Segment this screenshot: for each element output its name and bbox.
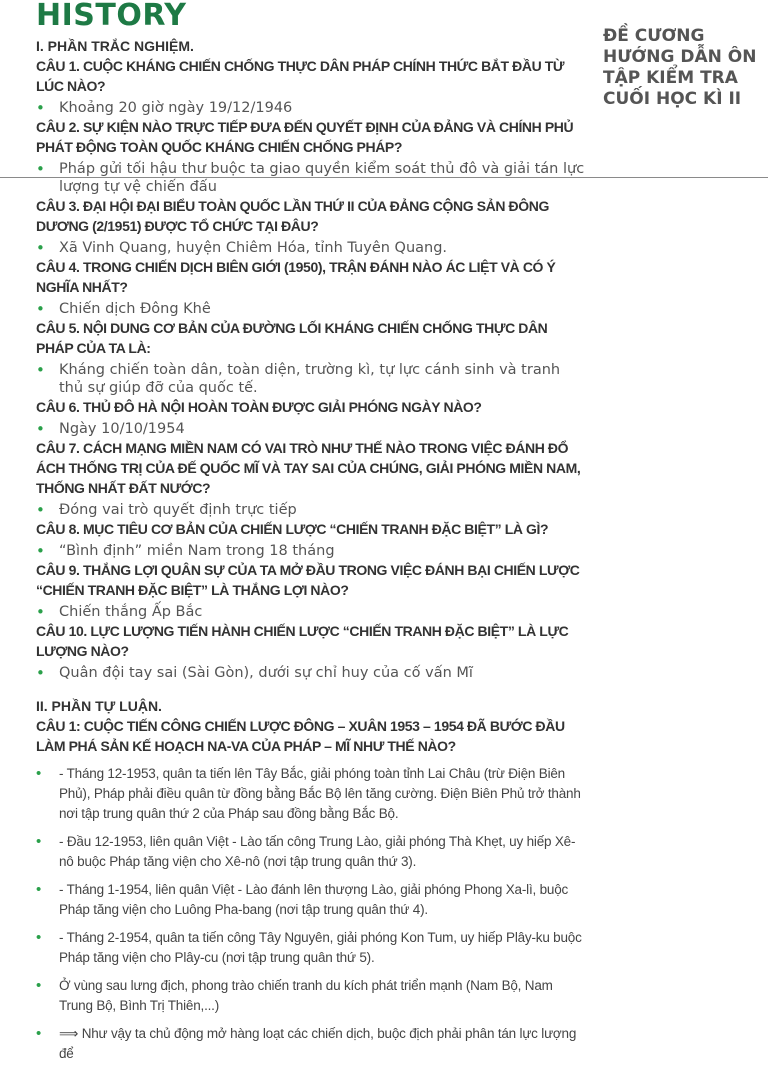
bullet-icon: • <box>36 361 45 379</box>
answer-text: Đóng vai trò quyết định trực tiếp <box>59 502 297 518</box>
question-text: CÂU 3. ĐẠI HỘI ĐẠI BIỂU TOÀN QUỐC LẦN THỨ II CỦA ĐẢNG CỘNG SẢN ĐÔNG DƯƠNG (2/1951) ĐƯỢC TỔ CHỨC TẠI ĐÂU? <box>36 198 549 234</box>
essay-point <box>36 1024 586 1064</box>
answer-item <box>36 664 586 682</box>
answer-text: “Bình định” miền Nam trong 18 tháng <box>59 543 335 559</box>
question-text: CÂU 2. SỰ KIỆN NÀO TRỰC TIẾP ĐƯA ĐẾN QUYẾT ĐỊNH CỦA ĐẢNG VÀ CHÍNH PHỦ PHÁT ĐỘNG TOÀN QUỐC KHÁNG CHIẾN CHỐNG PHÁP? <box>36 119 574 155</box>
answer-item <box>36 239 586 257</box>
bullet-icon: • <box>36 1025 42 1042</box>
essay-answer-list <box>36 764 586 1064</box>
essay-point-text: ⟹ Như vậy ta chủ động mở hàng loạt các chiến dịch, buộc địch phải phân tán lực lượng để <box>59 1026 577 1061</box>
essay-point <box>36 764 586 824</box>
bullet-icon: • <box>36 239 45 257</box>
essay-point-text: - Đầu 12-1953, liên quân Việt - Lào tấn công Trung Lào, giải phóng Thà Khẹt, uy hiếp Xê-nô buộc Pháp tăng viện cho Xê-nô (nơi tập trung quân thứ 3). <box>59 834 576 869</box>
essay-point <box>36 880 586 920</box>
question-text: CÂU 7. CÁCH MẠNG MIỀN NAM CÓ VAI TRÒ NHƯ THẾ NÀO TRONG VIỆC ĐÁNH ĐỔ ÁCH THỐNG TRỊ CỦA ĐẾ QUỐC MĨ VÀ TAY SAI CỦA CHÚNG, GIẢI PHÓNG MIỀN NAM, THỐNG NHẤT ĐẤT NƯỚC? <box>36 440 581 496</box>
essay-point-text: - Tháng 12-1953, quân ta tiến lên Tây Bắc, giải phóng toàn tỉnh Lai Châu (trừ Điện Biên Phủ), Pháp phải điều quân từ đồng bằng Bắc Bộ lên tăng cường. Điện Biên Phủ trở thành nơi tập trung quân thứ 2 của Pháp sau đồng bằng Bắc Bộ. <box>59 766 581 821</box>
essay-point <box>36 832 586 872</box>
answer-item <box>36 160 586 196</box>
answer-item <box>36 420 586 438</box>
question-text: CÂU 8. MỤC TIÊU CƠ BẢN CỦA CHIẾN LƯỢC “CHIẾN TRANH ĐẶC BIỆT” LÀ GÌ? <box>36 521 549 537</box>
answer-text: Pháp gửi tối hậu thư buộc ta giao quyền kiểm soát thủ đô và giải tán lực lượng tự vệ chiến đấu <box>59 161 585 195</box>
answer-item <box>36 300 586 318</box>
question-text: CÂU 5. NỘI DUNG CƠ BẢN CỦA ĐƯỜNG LỐI KHÁNG CHIẾN CHỐNG THỰC DÂN PHÁP CỦA TA LÀ: <box>36 320 548 356</box>
essay-point <box>36 928 586 968</box>
bullet-icon: • <box>36 765 42 782</box>
essay-point-text: Ở vùng sau lưng địch, phong trào chiến tranh du kích phát triển mạnh (Nam Bộ, Nam Trung Bộ, Bình Trị Thiên,...) <box>59 978 553 1013</box>
answer-text: Quân đội tay sai (Sài Gòn), dưới sự chỉ huy của cố vấn Mĩ <box>59 665 473 681</box>
question-list <box>36 56 586 682</box>
question-text: CÂU 6. THỦ ĐÔ HÀ NỘI HOÀN TOÀN ĐƯỢC GIẢI PHÓNG NGÀY NÀO? <box>36 399 482 415</box>
essay-point-text: - Tháng 2-1954, quân ta tiến công Tây Nguyên, giải phóng Kon Tum, uy hiếp Plây-ku buộc Pháp tăng viện cho Plây-cu (nơi tập trung quân thứ 5). <box>59 930 582 965</box>
answer-item <box>36 603 586 621</box>
bullet-icon: • <box>36 300 45 318</box>
question-text: CÂU 4. TRONG CHIẾN DỊCH BIÊN GIỚI (1950), TRẬN ĐÁNH NÀO ÁC LIỆT VÀ CÓ Ý NGHĨA NHẤT? <box>36 259 556 295</box>
question-text: CÂU 9. THẮNG LỢI QUÂN SỰ CỦA TA MỞ ĐẦU TRONG VIỆC ĐÁNH BẠI CHIẾN LƯỢC “CHIẾN TRANH ĐẶC BIỆT” LÀ THẮNG LỢI NÀO? <box>36 562 580 598</box>
document-body <box>36 36 586 1070</box>
bullet-icon: • <box>36 99 45 117</box>
section-heading-essay: II. PHẦN TỰ LUẬN. <box>36 698 162 714</box>
question-text: CÂU 10. LỰC LƯỢNG TIẾN HÀNH CHIẾN LƯỢC “CHIẾN TRANH ĐẶC BIỆT” LÀ LỰC LƯỢNG NÀO? <box>36 623 569 659</box>
answer-text: Chiến dịch Đông Khê <box>59 301 211 317</box>
answer-text: Xã Vinh Quang, huyện Chiêm Hóa, tỉnh Tuyên Quang. <box>59 240 448 256</box>
bullet-icon: • <box>36 420 45 438</box>
bullet-icon: • <box>36 160 45 178</box>
answer-text: Khoảng 20 giờ ngày 19/12/1946 <box>59 100 293 116</box>
answer-item <box>36 501 586 519</box>
essay-point-text: - Tháng 1-1954, liên quân Việt - Lào đánh lên thượng Lào, giải phóng Phong Xa-lì, buộc Pháp tăng viện cho Luông Pha-bang (nơi tập trung quân thứ 4). <box>59 882 569 917</box>
question-text: CÂU 1. CUỘC KHÁNG CHIẾN CHỐNG THỰC DÂN PHÁP CHÍNH THỨC BẮT ĐẦU TỪ LÚC NÀO? <box>36 58 565 94</box>
document-subtitle: ĐỀ CƯƠNG HƯỚNG DẪN ÔN TẬP KIỂM TRA CUỐI HỌC KÌ II <box>603 26 757 109</box>
answer-item <box>36 361 586 397</box>
answer-item <box>36 542 586 560</box>
bullet-icon: • <box>36 881 42 898</box>
bullet-icon: • <box>36 929 42 946</box>
bullet-icon: • <box>36 501 45 519</box>
answer-item <box>36 99 586 117</box>
answer-text: Chiến thắng Ấp Bắc <box>59 604 203 620</box>
page-title: HISTORY <box>36 0 187 33</box>
answer-text: Ngày 10/10/1954 <box>59 421 185 437</box>
essay-question: CÂU 1: CUỘC TIẾN CÔNG CHIẾN LƯỢC ĐÔNG – XUÂN 1953 – 1954 ĐÃ BƯỚC ĐẦU LÀM PHÁ SẢN KẾ HOẠCH NA-VA CỦA PHÁP – MĨ NHƯ THẾ NÀO? <box>36 718 565 754</box>
bullet-icon: • <box>36 977 42 994</box>
essay-point <box>36 976 586 1016</box>
bullet-icon: • <box>36 542 45 560</box>
bullet-icon: • <box>36 664 45 682</box>
bullet-icon: • <box>36 603 45 621</box>
answer-text: Kháng chiến toàn dân, toàn diện, trường kì, tự lực cánh sinh và tranh thủ sự giúp đỡ của quốc tế. <box>59 362 561 396</box>
section-heading-multiple-choice: I. PHẦN TRẮC NGHIỆM. <box>36 38 194 54</box>
bullet-icon: • <box>36 833 42 850</box>
